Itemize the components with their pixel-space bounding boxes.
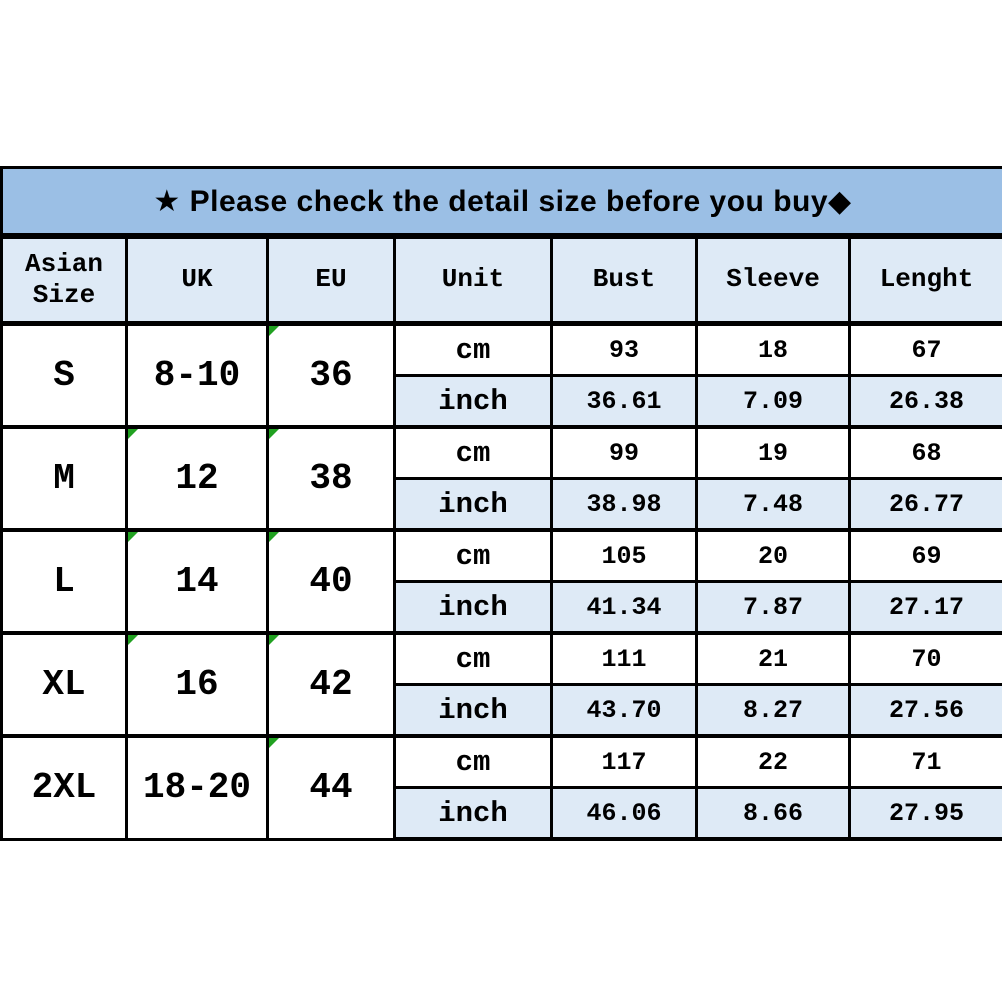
sleeve-cm: 21	[697, 633, 850, 685]
eu-value: 44	[309, 767, 353, 809]
bust-inch: 36.61	[552, 376, 697, 428]
length-cm: 68	[850, 427, 1002, 479]
length-inch: 27.95	[850, 788, 1002, 840]
size-value: M	[53, 458, 75, 499]
comment-marker-icon	[269, 326, 279, 336]
col-header-asian-size: Asian Size	[2, 236, 127, 324]
unit-label: inch	[395, 376, 552, 428]
unit-label: cm	[395, 324, 552, 376]
unit-label: cm	[395, 427, 552, 479]
size-value: 2XL	[31, 767, 97, 809]
sleeve-cm: 18	[697, 324, 850, 376]
unit-label: inch	[395, 582, 552, 634]
length-cm: 69	[850, 530, 1002, 582]
sleeve-inch: 8.27	[697, 685, 850, 737]
header-row	[2, 236, 1002, 324]
col-header-length: Lenght	[850, 236, 1002, 324]
unit-label: cm	[395, 530, 552, 582]
comment-marker-icon	[128, 635, 138, 645]
uk-cell	[127, 530, 268, 633]
table-row-m-cm	[2, 427, 1002, 479]
length-inch: 27.17	[850, 582, 1002, 634]
col-header-bust: Bust	[552, 236, 697, 324]
length-cm: 71	[850, 736, 1002, 788]
length-cm: 70	[850, 633, 1002, 685]
table-row-2xl-cm	[2, 736, 1002, 788]
length-inch: 26.77	[850, 479, 1002, 531]
table-row-s-cm	[2, 324, 1002, 376]
asian-size-cell	[2, 633, 127, 736]
comment-marker-icon	[128, 532, 138, 542]
bust-cm: 111	[552, 633, 697, 685]
sleeve-cm: 20	[697, 530, 850, 582]
sleeve-inch: 7.09	[697, 376, 850, 428]
comment-marker-icon	[128, 429, 138, 439]
banner-row	[2, 168, 1002, 237]
table-row-l-cm	[2, 530, 1002, 582]
size-value: L	[53, 561, 75, 602]
eu-cell	[268, 736, 395, 839]
banner	[2, 168, 1002, 237]
banner-text: ★ Please check the detail size before you buy◆	[153, 184, 852, 218]
unit-label: cm	[395, 633, 552, 685]
sleeve-cm: 22	[697, 736, 850, 788]
size-chart-table	[0, 166, 1002, 841]
size-value: S	[53, 355, 75, 396]
sleeve-inch: 8.66	[697, 788, 850, 840]
uk-value: 14	[175, 561, 219, 602]
bust-cm: 117	[552, 736, 697, 788]
bust-cm: 105	[552, 530, 697, 582]
uk-value: 16	[175, 664, 219, 705]
table-row-xl-cm	[2, 633, 1002, 685]
comment-marker-icon	[269, 738, 279, 748]
length-inch: 27.56	[850, 685, 1002, 737]
bust-inch: 38.98	[552, 479, 697, 531]
col-header-unit: Unit	[395, 236, 552, 324]
comment-marker-icon	[269, 532, 279, 542]
eu-value: 40	[309, 561, 353, 602]
sleeve-cm: 19	[697, 427, 850, 479]
uk-cell	[127, 736, 268, 839]
eu-value: 42	[309, 664, 353, 705]
bust-inch: 46.06	[552, 788, 697, 840]
comment-marker-icon	[269, 635, 279, 645]
size-value: XL	[42, 664, 86, 705]
length-cm: 67	[850, 324, 1002, 376]
sleeve-inch: 7.48	[697, 479, 850, 531]
asian-size-cell	[2, 324, 127, 428]
asian-size-cell	[2, 736, 127, 839]
comment-marker-icon	[269, 429, 279, 439]
col-header-uk: UK	[127, 236, 268, 324]
bust-inch: 41.34	[552, 582, 697, 634]
asian-size-cell	[2, 427, 127, 530]
bust-inch: 43.70	[552, 685, 697, 737]
uk-cell	[127, 324, 268, 428]
uk-value: 18-20	[142, 767, 252, 809]
length-inch: 26.38	[850, 376, 1002, 428]
eu-cell	[268, 530, 395, 633]
unit-label: inch	[395, 479, 552, 531]
col-header-eu: EU	[268, 236, 395, 324]
unit-label: inch	[395, 685, 552, 737]
col-header-sleeve: Sleeve	[697, 236, 850, 324]
uk-value: 8-10	[153, 355, 241, 396]
asian-size-cell	[2, 530, 127, 633]
eu-value: 38	[309, 458, 353, 499]
uk-cell	[127, 427, 268, 530]
eu-cell	[268, 427, 395, 530]
bust-cm: 99	[552, 427, 697, 479]
bust-cm: 93	[552, 324, 697, 376]
eu-cell	[268, 633, 395, 736]
sleeve-inch: 7.87	[697, 582, 850, 634]
eu-cell	[268, 324, 395, 428]
uk-cell	[127, 633, 268, 736]
eu-value: 36	[309, 355, 353, 396]
uk-value: 12	[175, 458, 219, 499]
unit-label: cm	[395, 736, 552, 788]
unit-label: inch	[395, 788, 552, 840]
